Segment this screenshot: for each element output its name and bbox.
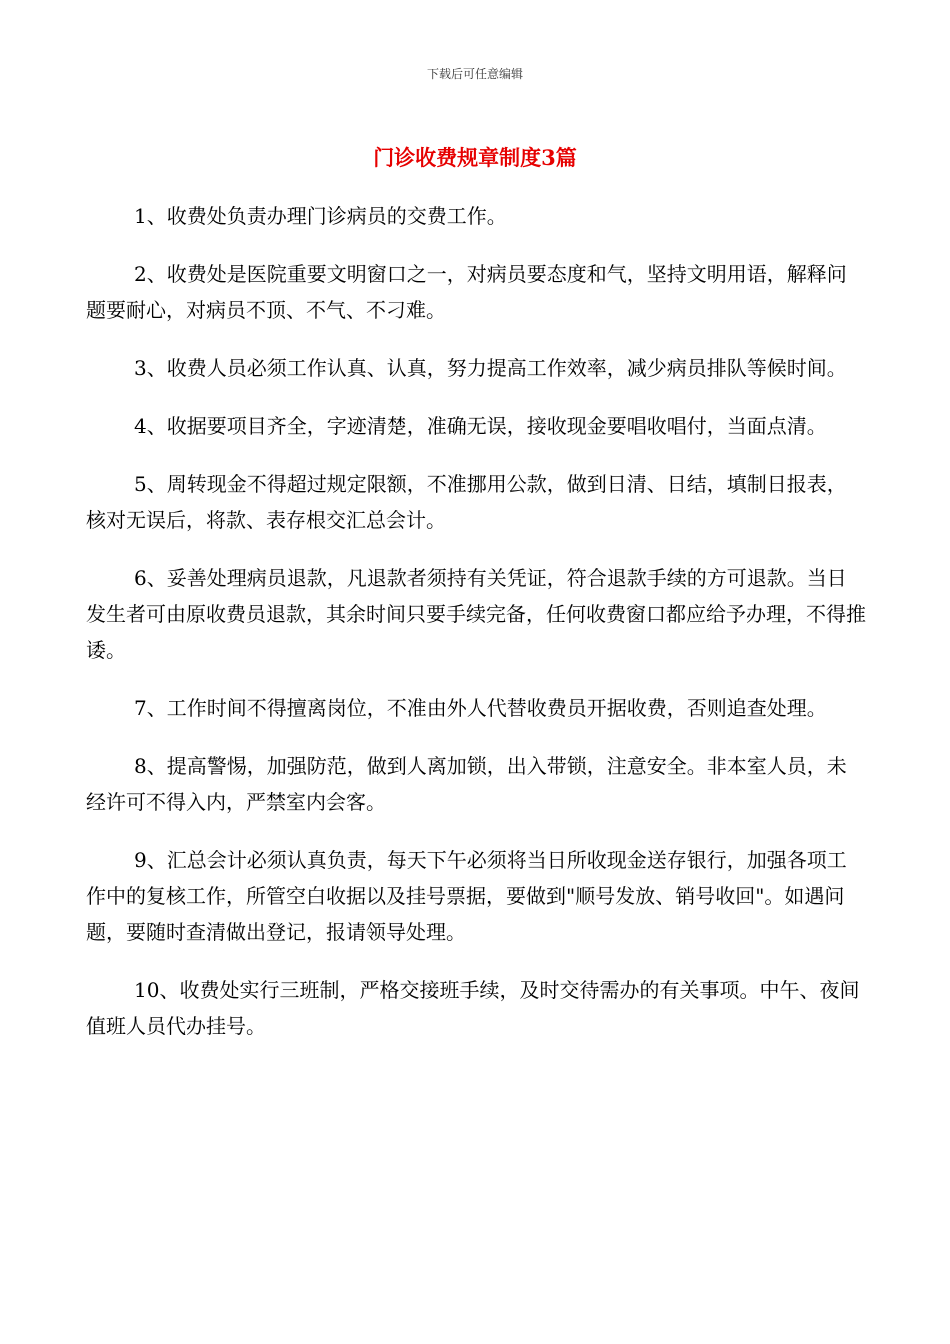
paragraph-3: 3、收费人员必须工作认真、认真，努力提高工作效率，减少病员排队等候时间。 (134, 356, 847, 380)
document-title: 门诊收费规章制度3篇 (373, 145, 577, 170)
paragraph-8: 8、提高警惕，加强防范，做到人离加锁，出入带锁，注意安全。非本室人员，未经许可不得入内，严禁室内会客。 (86, 754, 847, 814)
document-body (86, 198, 866, 1066)
paragraph-6: 6、妥善处理病员退款，凡退款者须持有关凭证，符合退款手续的方可退款。当日发生者可由原收费员退款，其余时间只要手续完备，任何收费窗口都应给予办理，不得推诿。 (86, 566, 866, 662)
header-note: 下载后可任意编辑 (426, 67, 523, 81)
paragraph-4: 4、收据要项目齐全，字迹清楚，准确无误，接收现金要唱收唱付，当面点清。 (134, 414, 827, 438)
paragraph-9: 9、汇总会计必须认真负责，每天下午必须将当日所收现金送存银行，加强各项工作中的复核工作，所管空白收据以及挂号票据，要做到"顺号发放、销号收回"。如遇问题，要随时查清做出登记，报请领导处理。 (86, 848, 847, 944)
paragraph-2: 2、收费处是医院重要文明窗口之一，对病员要态度和气，坚持文明用语，解释问题要耐心，对病员不顶、不气、不刁难。 (86, 262, 847, 322)
paragraph-7: 7、工作时间不得擅离岗位，不准由外人代替收费员开据收费，否则追查处理。 (134, 696, 827, 720)
paragraph-5: 5、周转现金不得超过规定限额，不准挪用公款，做到日清、日结，填制日报表，核对无误后，将款、表存根交汇总会计。 (86, 472, 847, 532)
paragraph-10: 10、收费处实行三班制，严格交接班手续，及时交待需办的有关事项。中午、夜间值班人员代办挂号。 (86, 978, 860, 1038)
paragraph-1: 1、收费处负责办理门诊病员的交费工作。 (134, 204, 507, 228)
